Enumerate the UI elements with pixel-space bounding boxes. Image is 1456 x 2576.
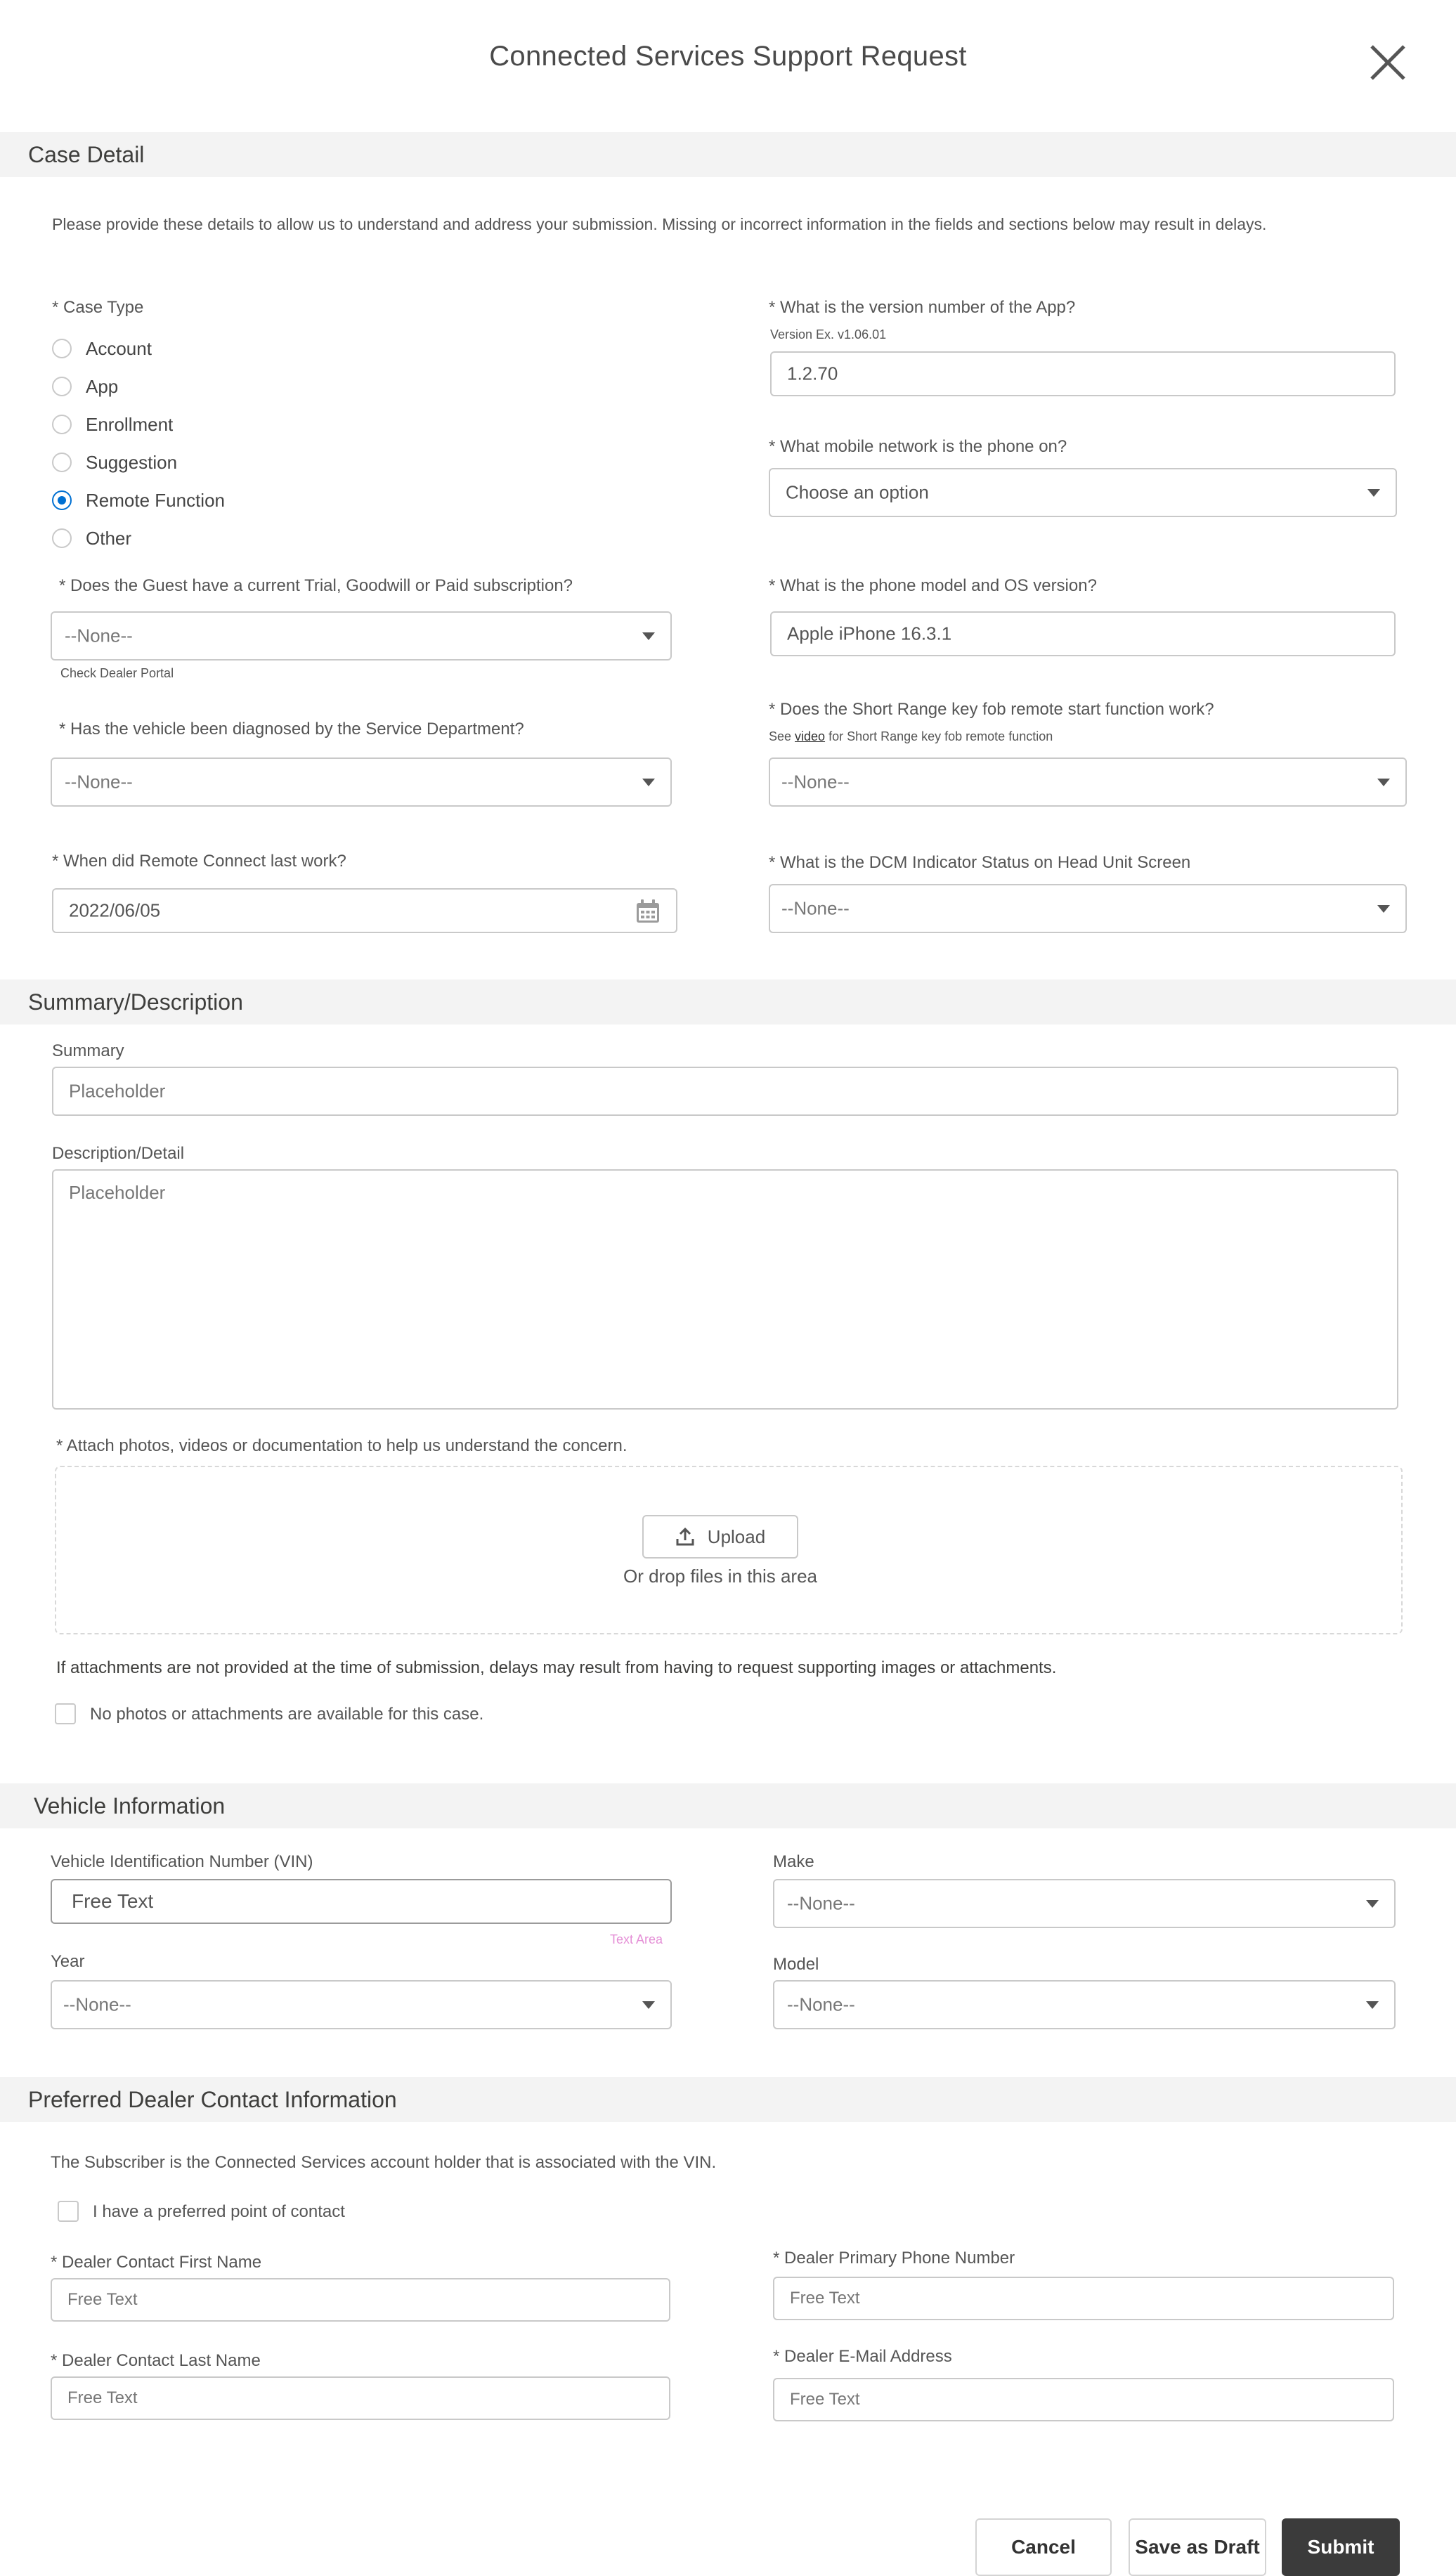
preferred-contact-label: I have a preferred point of contact <box>93 2202 345 2221</box>
section-title: Case Detail <box>28 142 145 167</box>
chevron-down-icon <box>642 779 655 786</box>
year-label: Year <box>51 1952 85 1971</box>
save-draft-button[interactable]: Save as Draft <box>1129 2518 1266 2576</box>
cancel-button[interactable]: Cancel <box>975 2518 1112 2576</box>
radio-button[interactable] <box>52 453 72 472</box>
radio-button-selected[interactable] <box>52 490 72 510</box>
phone-model-label: * What is the phone model and OS version? <box>769 576 1097 595</box>
make-select[interactable]: --None-- <box>773 1879 1396 1928</box>
vin-input[interactable]: Free Text <box>51 1879 672 1924</box>
key-fob-select[interactable]: --None-- <box>769 757 1407 807</box>
model-select[interactable]: --None-- <box>773 1980 1396 2029</box>
make-label: Make <box>773 1852 814 1871</box>
no-attachments-label: No photos or attachments are available for this case. <box>90 1705 484 1724</box>
key-fob-label: * Does the Short Range key fob remote start function work? <box>769 700 1214 719</box>
radio-enrollment[interactable]: Enrollment <box>52 410 225 438</box>
model-label: Model <box>773 1955 819 1974</box>
email-input[interactable]: Free Text <box>773 2378 1394 2421</box>
summary-input[interactable]: Placeholder <box>52 1067 1398 1116</box>
chevron-down-icon <box>1377 779 1390 786</box>
first-name-input[interactable]: Free Text <box>51 2278 670 2322</box>
dealer-header <box>0 2077 1456 2122</box>
section-title: Preferred Dealer Contact Information <box>28 2087 397 2112</box>
radio-account[interactable]: Account <box>52 334 225 363</box>
dealer-intro: The Subscriber is the Connected Services account holder that is associated with the VIN. <box>51 2153 717 2172</box>
radio-button[interactable] <box>52 377 72 396</box>
year-select[interactable]: --None-- <box>51 1980 672 2029</box>
page-title: Connected Services Support Request <box>489 41 967 72</box>
dcm-status-select[interactable]: --None-- <box>769 884 1407 933</box>
description-textarea[interactable]: Placeholder <box>52 1169 1398 1410</box>
radio-button[interactable] <box>52 528 72 548</box>
app-version-input[interactable]: 1.2.70 <box>770 351 1396 396</box>
case-detail-intro: Please provide these details to allow us to understand and address your submission. Missing or incorrect information in the fields and sections below may result in delays. <box>52 215 1267 233</box>
dcm-status-label: * What is the DCM Indicator Status on Head Unit Screen <box>769 853 1191 872</box>
subscription-select[interactable]: --None-- <box>51 611 672 661</box>
phone-model-input[interactable]: Apple iPhone 16.3.1 <box>770 611 1396 656</box>
preferred-contact-checkbox[interactable] <box>58 2201 79 2222</box>
case-detail-header <box>0 132 1456 177</box>
key-fob-hint: See video for Short Range key fob remote function <box>769 729 1053 743</box>
video-link[interactable]: video <box>795 729 826 743</box>
description-label: Description/Detail <box>52 1144 185 1163</box>
vehicle-header <box>0 1783 1456 1828</box>
calendar-icon[interactable] <box>635 899 661 924</box>
remote-connect-label: * When did Remote Connect last work? <box>52 852 346 871</box>
section-title: Vehicle Information <box>34 1793 226 1819</box>
radio-app[interactable]: App <box>52 372 225 401</box>
radio-remote-function[interactable]: Remote Function <box>52 486 225 514</box>
attach-label: * Attach photos, videos or documentation to help us understand the concern. <box>56 1436 628 1455</box>
diagnosed-label: * Has the vehicle been diagnosed by the Service Department? <box>59 720 524 739</box>
radio-button[interactable] <box>52 415 72 434</box>
section-title: Summary/Description <box>28 989 243 1015</box>
radio-button[interactable] <box>52 339 72 358</box>
phone-input[interactable]: Free Text <box>773 2277 1394 2320</box>
radio-suggestion[interactable]: Suggestion <box>52 448 225 476</box>
mobile-network-select[interactable]: Choose an option <box>769 468 1397 517</box>
remote-connect-date-input[interactable]: 2022/06/05 <box>52 888 677 933</box>
case-type-radio-group <box>52 334 225 552</box>
first-name-label: * Dealer Contact First Name <box>51 2253 262 2272</box>
drop-files-text: Or drop files in this area <box>623 1566 817 1587</box>
chevron-down-icon <box>642 2001 655 2009</box>
check-dealer-portal-hint: Check Dealer Portal <box>60 666 174 680</box>
chevron-down-icon <box>642 632 655 640</box>
upload-button[interactable]: Upload <box>642 1515 798 1559</box>
email-label: * Dealer E-Mail Address <box>773 2347 952 2366</box>
last-name-input[interactable]: Free Text <box>51 2376 670 2420</box>
subscription-label: * Does the Guest have a current Trial, Goodwill or Paid subscription? <box>59 576 573 595</box>
last-name-label: * Dealer Contact Last Name <box>51 2351 261 2370</box>
radio-other[interactable]: Other <box>52 524 225 552</box>
summary-header <box>0 980 1456 1024</box>
vin-label: Vehicle Identification Number (VIN) <box>51 1852 313 1871</box>
summary-label: Summary <box>52 1041 124 1060</box>
chevron-down-icon <box>1377 905 1390 913</box>
close-icon[interactable] <box>1369 44 1407 82</box>
app-version-hint: Version Ex. v1.06.01 <box>770 327 887 341</box>
no-attachments-checkbox[interactable] <box>55 1703 76 1724</box>
chevron-down-icon <box>1366 1900 1379 1908</box>
phone-label: * Dealer Primary Phone Number <box>773 2249 1015 2268</box>
submit-button[interactable]: Submit <box>1282 2518 1400 2576</box>
case-type-label: * Case Type <box>52 298 144 317</box>
chevron-down-icon <box>1366 2001 1379 2009</box>
mobile-network-label: * What mobile network is the phone on? <box>769 437 1067 456</box>
upload-icon <box>675 1527 695 1547</box>
chevron-down-icon <box>1367 489 1380 497</box>
diagnosed-select[interactable]: --None-- <box>51 757 672 807</box>
text-area-hint: Text Area <box>610 1932 663 1946</box>
attach-note: If attachments are not provided at the time of submission, delays may result from having to request supporting images or attachments. <box>56 1658 1057 1677</box>
app-version-label: * What is the version number of the App? <box>769 298 1076 317</box>
